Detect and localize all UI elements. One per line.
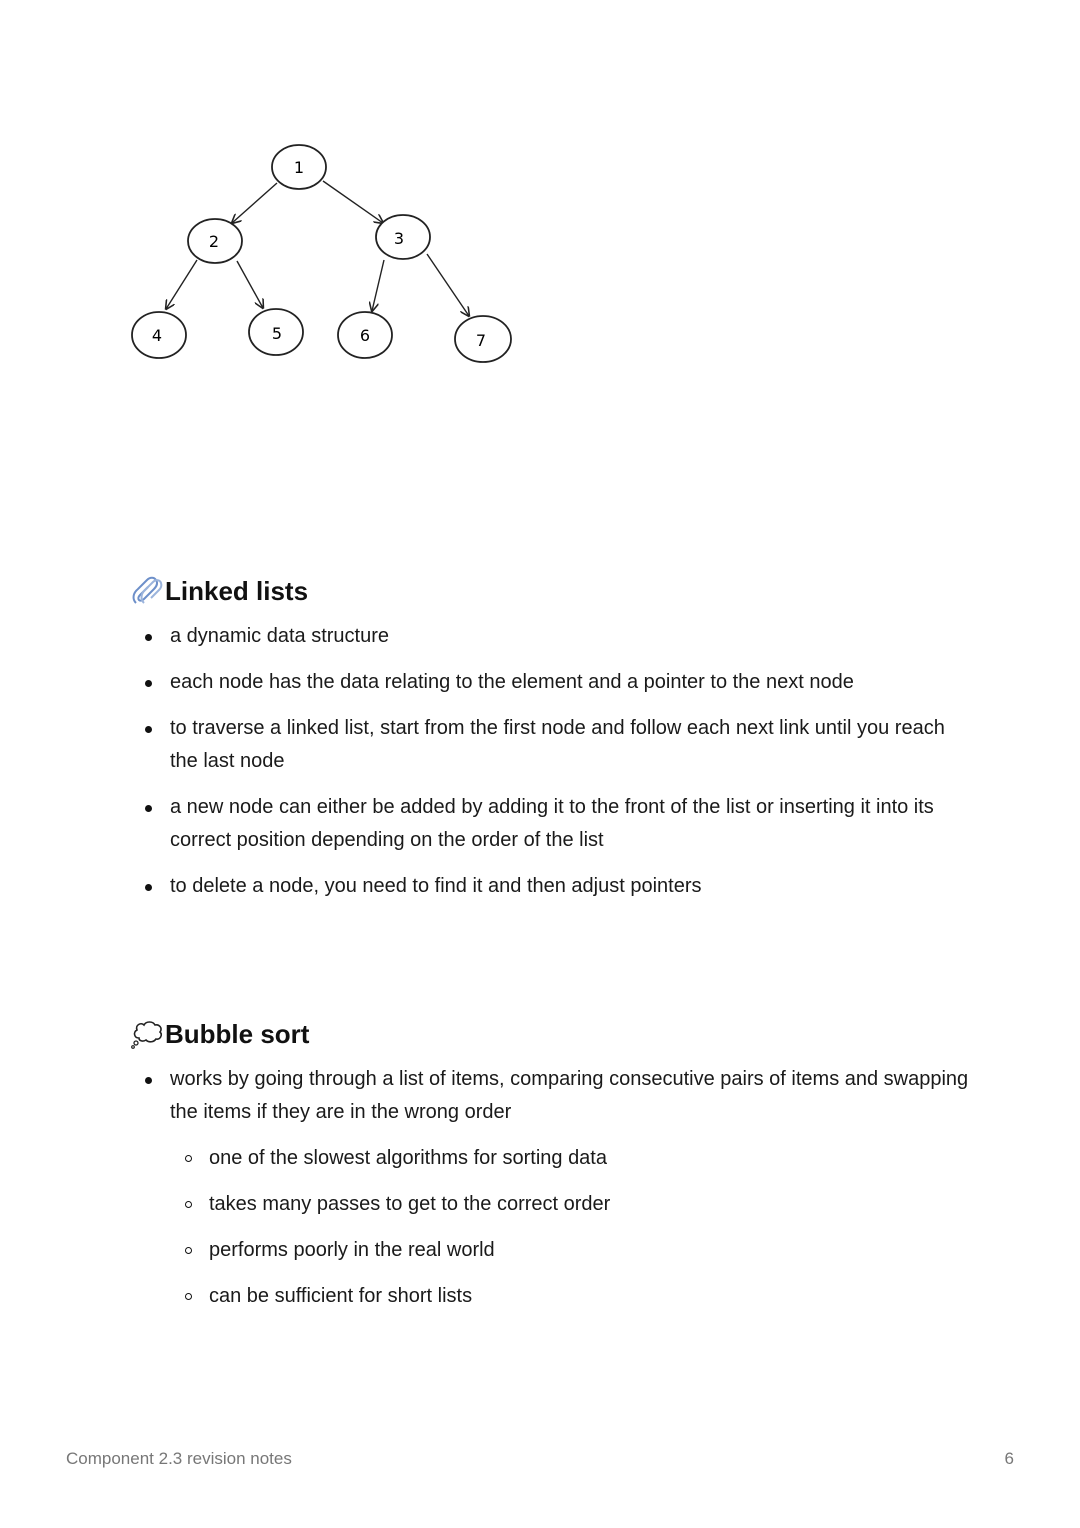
svg-text:7: 7	[475, 331, 487, 350]
tree-node-6	[338, 312, 392, 358]
tree-edge-1-2	[232, 183, 277, 223]
list-item: to traverse a linked list, start from the first node and follow each next link until you reach the last node	[130, 712, 970, 778]
tree-edge-1-3	[323, 181, 383, 223]
svg-text:1: 1	[293, 158, 305, 177]
bubble-sort-section	[130, 1016, 970, 1313]
svg-text:6: 6	[359, 326, 371, 345]
sub-list-item: can be sufficient for short lists	[130, 1280, 970, 1313]
tree-node-5	[249, 309, 303, 355]
list-item: a dynamic data structure	[130, 620, 970, 653]
tree-node-4	[132, 312, 186, 358]
list-item: to delete a node, you need to find it and then adjust pointers	[130, 870, 970, 903]
linked-lists-bullet-list	[130, 620, 970, 903]
sub-list-item: performs poorly in the real world	[130, 1234, 970, 1267]
svg-text:5: 5	[271, 324, 283, 343]
bubble-sort-heading	[130, 1016, 970, 1052]
tree-edge-2-4	[166, 260, 197, 309]
tree-node-2	[188, 219, 242, 263]
svg-text:2: 2	[208, 232, 220, 251]
linked-lists-section	[130, 573, 970, 903]
linked-lists-title: Linked lists	[165, 575, 309, 606]
sub-list-item: takes many passes to get to the correct order	[130, 1188, 970, 1221]
bubble-sort-sub-bullet-list	[130, 1142, 970, 1313]
tree-node-3	[376, 215, 430, 259]
bubble-sort-title: Bubble sort	[165, 1018, 310, 1049]
tree-edge-3-7	[427, 254, 469, 316]
linked-lists-heading	[130, 573, 970, 609]
svg-text:3: 3	[393, 229, 405, 248]
list-item: a new node can either be added by adding it to the front of the list or inserting it into its correct position depending on the order of the list	[130, 791, 970, 857]
thought-bubble-icon	[130, 1018, 164, 1050]
list-item: each node has the data relating to the element and a pointer to the next node	[130, 666, 970, 699]
sub-list-item: one of the slowest algorithms for sorting data	[130, 1142, 970, 1175]
paperclip-icon	[130, 575, 164, 607]
binary-tree-svg	[125, 135, 525, 380]
page-number: 6	[1004, 1449, 1014, 1468]
svg-text:4: 4	[151, 326, 163, 345]
tree-edge-3-6	[372, 260, 384, 311]
tree-edge-2-5	[237, 261, 263, 308]
bubble-sort-bullet-list	[130, 1063, 970, 1129]
tree-node-1	[272, 145, 326, 189]
tree-node-7	[455, 316, 511, 362]
list-item: works by going through a list of items, comparing consecutive pairs of items and swapping the items if they are in the wrong order	[130, 1063, 970, 1129]
footer-text: Component 2.3 revision notes	[66, 1449, 292, 1468]
binary-tree-diagram	[125, 135, 525, 380]
